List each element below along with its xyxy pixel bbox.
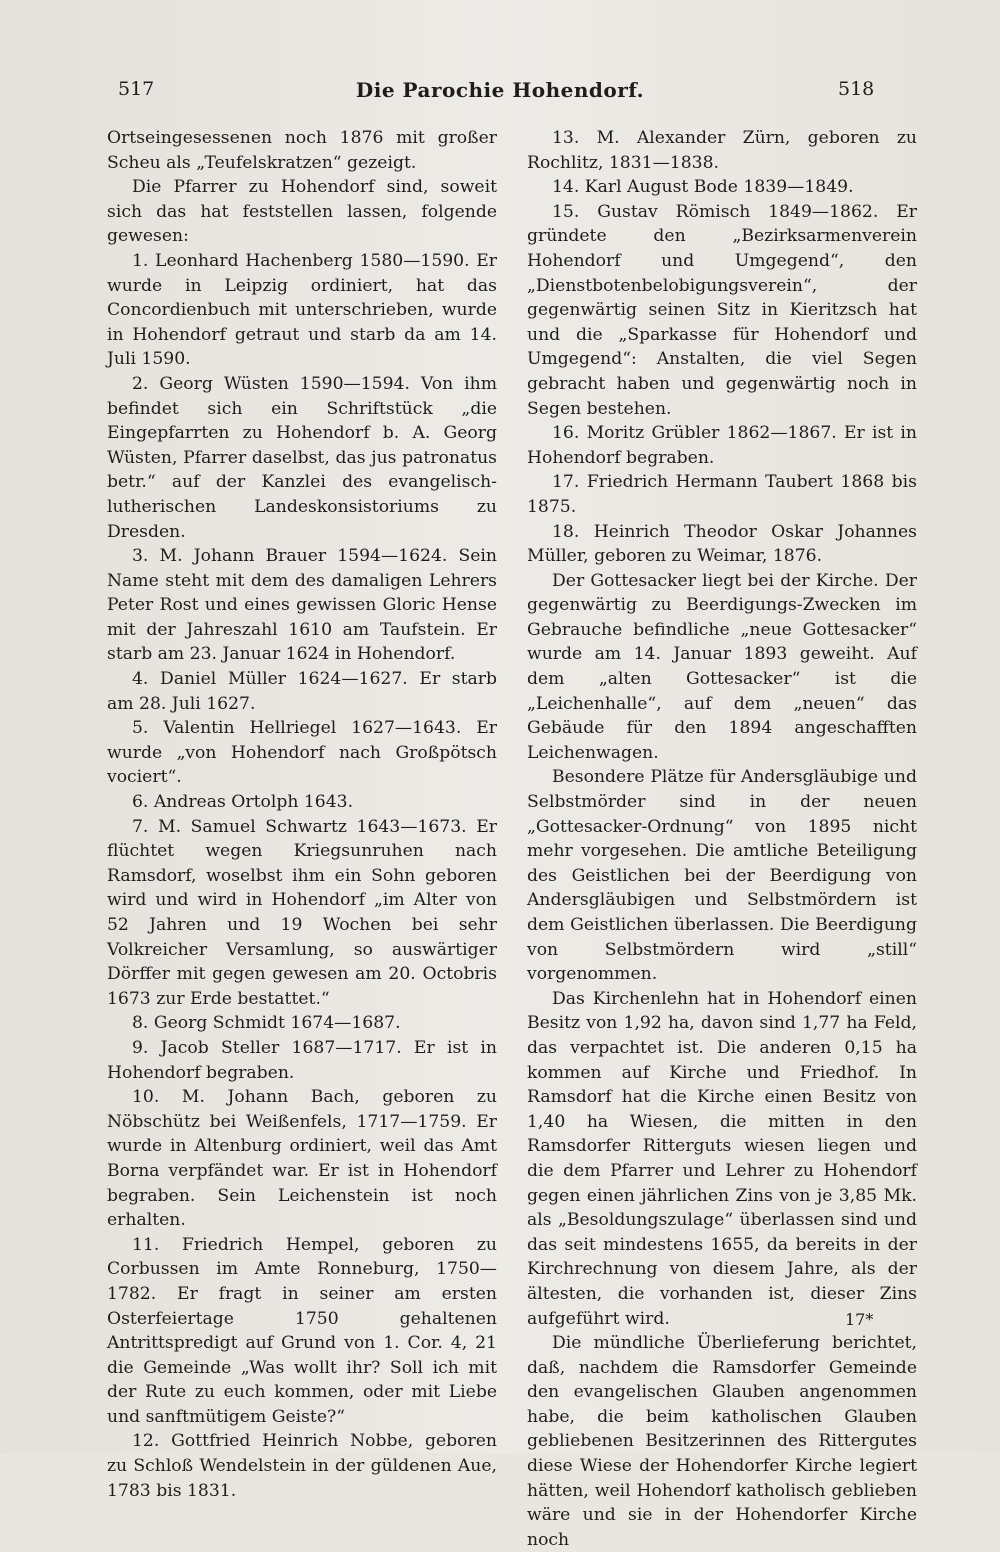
- list-item: 8. Georg Schmidt 1674—1687.: [132, 1013, 401, 1034]
- list-item: 5. Valentin Hellriegel 1627—1643. Er wurde „von Hohendorf nach Großpötsch vociert“.: [107, 718, 497, 788]
- list-item: 11. Friedrich Hempel, geboren zu Corbussen im Amte Ronneburg, 1750—1782. Er fragt in seiner am ersten Osterfeiertage 1750 gehaltenen Antrittspredigt auf Grund von 1. Cor. 4, 21 die Gemeinde „Was wollt ihr? Soll ich mit der Rute zu euch kommen, oder mit Liebe und sanftmütigem Geiste?“: [107, 1234, 497, 1427]
- list-item: 17. Friedrich Hermann Taubert 1868 bis 1875.: [527, 472, 917, 517]
- right-column: [527, 126, 917, 1552]
- list-item: 6. Andreas Ortolph 1643.: [132, 792, 354, 813]
- list-item: 1. Leonhard Hachenberg 1580—1590. Er wurde in Leipzig ordiniert, hat das Concordienbuch mit unterschrieben, wurde in Hohendorf getraut und starb da am 14. Juli 1590.: [107, 250, 497, 370]
- list-item: 3. M. Johann Brauer 1594—1624. Sein Name steht mit dem des damaligen Lehrers Peter Rost und eines gewissen Gloric Hense mit der Jahreszahl 1610 am Taufstein. Er starb am 23. Januar 1624 in Hohendorf.: [107, 546, 497, 665]
- page-number-right: 518: [838, 78, 875, 100]
- list-item: 9. Jacob Steller 1687—1717. Er ist in Hohendorf begraben.: [107, 1037, 497, 1083]
- page-number-left: 517: [118, 78, 155, 100]
- list-item: 7. M. Samuel Schwartz 1643—1673. Er flüchtet wegen Kriegsunruhen nach Ramsdorf, woselbst ihm ein Sohn geboren wird und wird in Hohendorf „im Alter von 52 Jahren und 19 Wochen bei sehr Volkreicher Versamlung, so auswärtiger Dörffer mit gegen gewesen am 20. Octobris 1673 zur Erde bestattet.“: [107, 816, 497, 1009]
- list-item: 14. Karl August Bode 1839—1849.: [552, 177, 854, 198]
- running-title: Die Parochie Hohendorf.: [355, 78, 645, 102]
- paragraph: Der Gottesacker liegt bei der Kirche. Der gegenwärtig zu Beerdigungs-Zwecken im Gebrauche befindliche „neue Gottesacker“ wurde am 14. Januar 1893 geweiht. Auf dem „alten Gottesacker“ ist die „Leichenhalle“, auf dem „neuen“ das Gebäude für den 1894 angeschafften Leichenwagen.: [527, 570, 917, 763]
- list-item: 18. Heinrich Theodor Oskar Johannes Müller, geboren zu Weimar, 1876.: [527, 521, 917, 567]
- left-column: [107, 126, 497, 1503]
- paragraph: Die mündliche Überlieferung berichtet, daß, nachdem die Ramsdorfer Gemeinde den evangelischen Glauben angenommen habe, die beim katholischen Glauben gebliebenen Besitzerinnen des Rittergutes diese Wiese der Hohendorfer Kirche legiert hätten, weil Hohendorf katholisch geblieben wäre und sie in der Hohendorfer Kirche noch: [527, 1333, 917, 1550]
- list-item: 12. Gottfried Heinrich Nobbe, geboren zu Schloß Wendelstein in der güldenen Aue, 1783 bis 1831.: [107, 1431, 497, 1501]
- list-item: 13. M. Alexander Zürn, geboren zu Rochlitz, 1831—1838.: [527, 128, 917, 173]
- list-item: 15. Gustav Römisch 1849—1862. Er gründete den „Bezirksarmenverein Hohendorf und Umgegend“, den „Dienstbotenbelobigungsverein“, der gegenwärtig seinen Sitz in Kieritzsch hat und die „Sparkasse für Hohendorf und Umgegend“: Anstalten, die viel Segen gebracht haben und gegenwärtig noch in Segen bestehen.: [527, 201, 917, 419]
- list-item: 10. M. Johann Bach, geboren zu Nöbschütz bei Weißenfels, 1717—1759. Er wurde in Altenburg ordiniert, weil das Amt Borna verpfändet war. Er ist in Hohendorf begraben. Sein Leichenstein ist noch erhalten.: [107, 1087, 497, 1231]
- page-header: [0, 78, 1000, 108]
- signature-mark: 17*: [845, 1310, 874, 1329]
- list-item: 2. Georg Wüsten 1590—1594. Von ihm befindet sich ein Schriftstück „die Eingepfarrten zu Hohendorf b. A. Georg Wüsten, Pfarrer daselbst, das jus patronatus betr.“ auf der Kanzlei des evangelisch-lutherischen Landeskonsistoriums zu Dresden.: [107, 373, 497, 542]
- list-item: 4. Daniel Müller 1624—1627. Er starb am 28. Juli 1627.: [107, 669, 497, 714]
- paragraph: Besondere Plätze für Andersgläubige und Selbstmörder sind in der neuen „Gottesacker-Ordnung“ von 1895 nicht mehr vorgesehen. Die amtliche Beteiligung des Geistlichen bei der Beerdigung von Andersgläubigen und Selbstmördern ist dem Geistlichen überlassen. Die Beerdigung von Selbstmördern wird „still“ vorgenommen.: [527, 767, 917, 985]
- list-item: 16. Moritz Grübler 1862—1867. Er ist in Hohendorf begraben.: [527, 423, 917, 468]
- paragraph: Die Pfarrer zu Hohendorf sind, soweit sich das hat feststellen lassen, folgende gewesen:: [107, 177, 497, 247]
- paragraph: Ortseingesessenen noch 1876 mit großer Scheu als „Teufelskratzen“ gezeigt.: [107, 128, 497, 173]
- paragraph: Das Kirchenlehn hat in Hohendorf einen Besitz von 1,92 ha, davon sind 1,77 ha Feld, das verpachtet ist. Die anderen 0,15 ha kommen auf Kirche und Friedhof. In Ramsdorf hat die Kirche einen Besitz von 1,40 ha Wiesen, die mitten in den Ramsdorfer Ritterguts wiesen liegen und die dem Pfarrer und Lehrer zu Hohendorf gegen einen jährlichen Zins von je 3,85 Mk. als „Besoldungszulage“ überlassen sind und das seit mindestens 1655, da bereits in der Kirchrechnung von diesem Jahre, als der ältesten, die vorhanden ist, dieser Zins aufgeführt wird.: [527, 988, 917, 1329]
